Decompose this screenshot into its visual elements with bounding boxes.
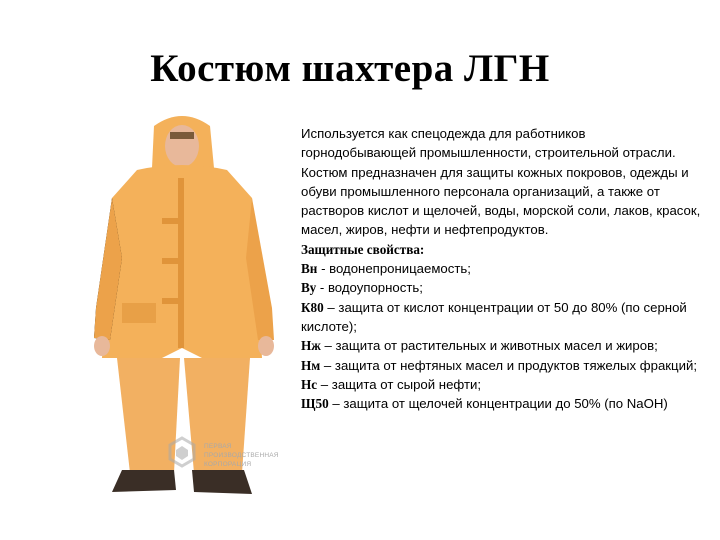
property-item — [301, 298, 701, 337]
property-text: – защита от нефтяных масел и продуктов тяжелых фракций; — [320, 357, 697, 373]
property-code: Ву — [301, 280, 317, 296]
property-text: – защита от кислот концентрации от 50 до 80% (по серной кислоте); — [301, 299, 687, 334]
properties-heading: Защитные свойства: — [301, 241, 425, 257]
property-text: – защита от щелочей концентрации до 50% (по NaOH) — [328, 396, 668, 412]
property-text: – защита от растительных и животных масел и жиров; — [320, 338, 658, 354]
logo-line: ПРОИЗВОДСТВЕННАЯ — [204, 452, 279, 459]
property-item — [301, 278, 701, 297]
property-item — [301, 336, 701, 355]
property-code: Щ50 — [301, 396, 329, 412]
property-code: Нж — [301, 338, 321, 354]
property-code: Нс — [301, 376, 318, 392]
logo-line: КОРПОРАЦИЯ — [204, 461, 252, 468]
property-item — [301, 375, 701, 394]
property-code: Вн — [301, 261, 318, 277]
page-title: Костюм шахтера ЛГН — [150, 47, 550, 90]
property-code: Нм — [301, 357, 321, 373]
property-item — [301, 356, 701, 375]
property-text: - водоупорность; — [316, 280, 423, 296]
property-text: – защита от сырой нефти; — [317, 376, 482, 392]
property-text: - водонепроницаемость; — [317, 261, 471, 277]
property-item — [301, 259, 701, 278]
description — [301, 124, 701, 413]
logo-text — [204, 442, 279, 469]
property-item — [301, 394, 701, 413]
logo-line: ПЕРВАЯ — [204, 443, 232, 450]
intro-paragraph: Используется как спецодежда для работников горнодобывающей промышленности, строительной отрасли. Костюм предназначен для защиты кожных покровов, одежды и обуви промышленного персонала организаций, а также от растворов кислот и щелочей, воды, морской соли, лаков, красок, масел, жиров, нефти и нефтепродуктов. — [301, 126, 701, 238]
property-code: К80 — [301, 299, 324, 315]
